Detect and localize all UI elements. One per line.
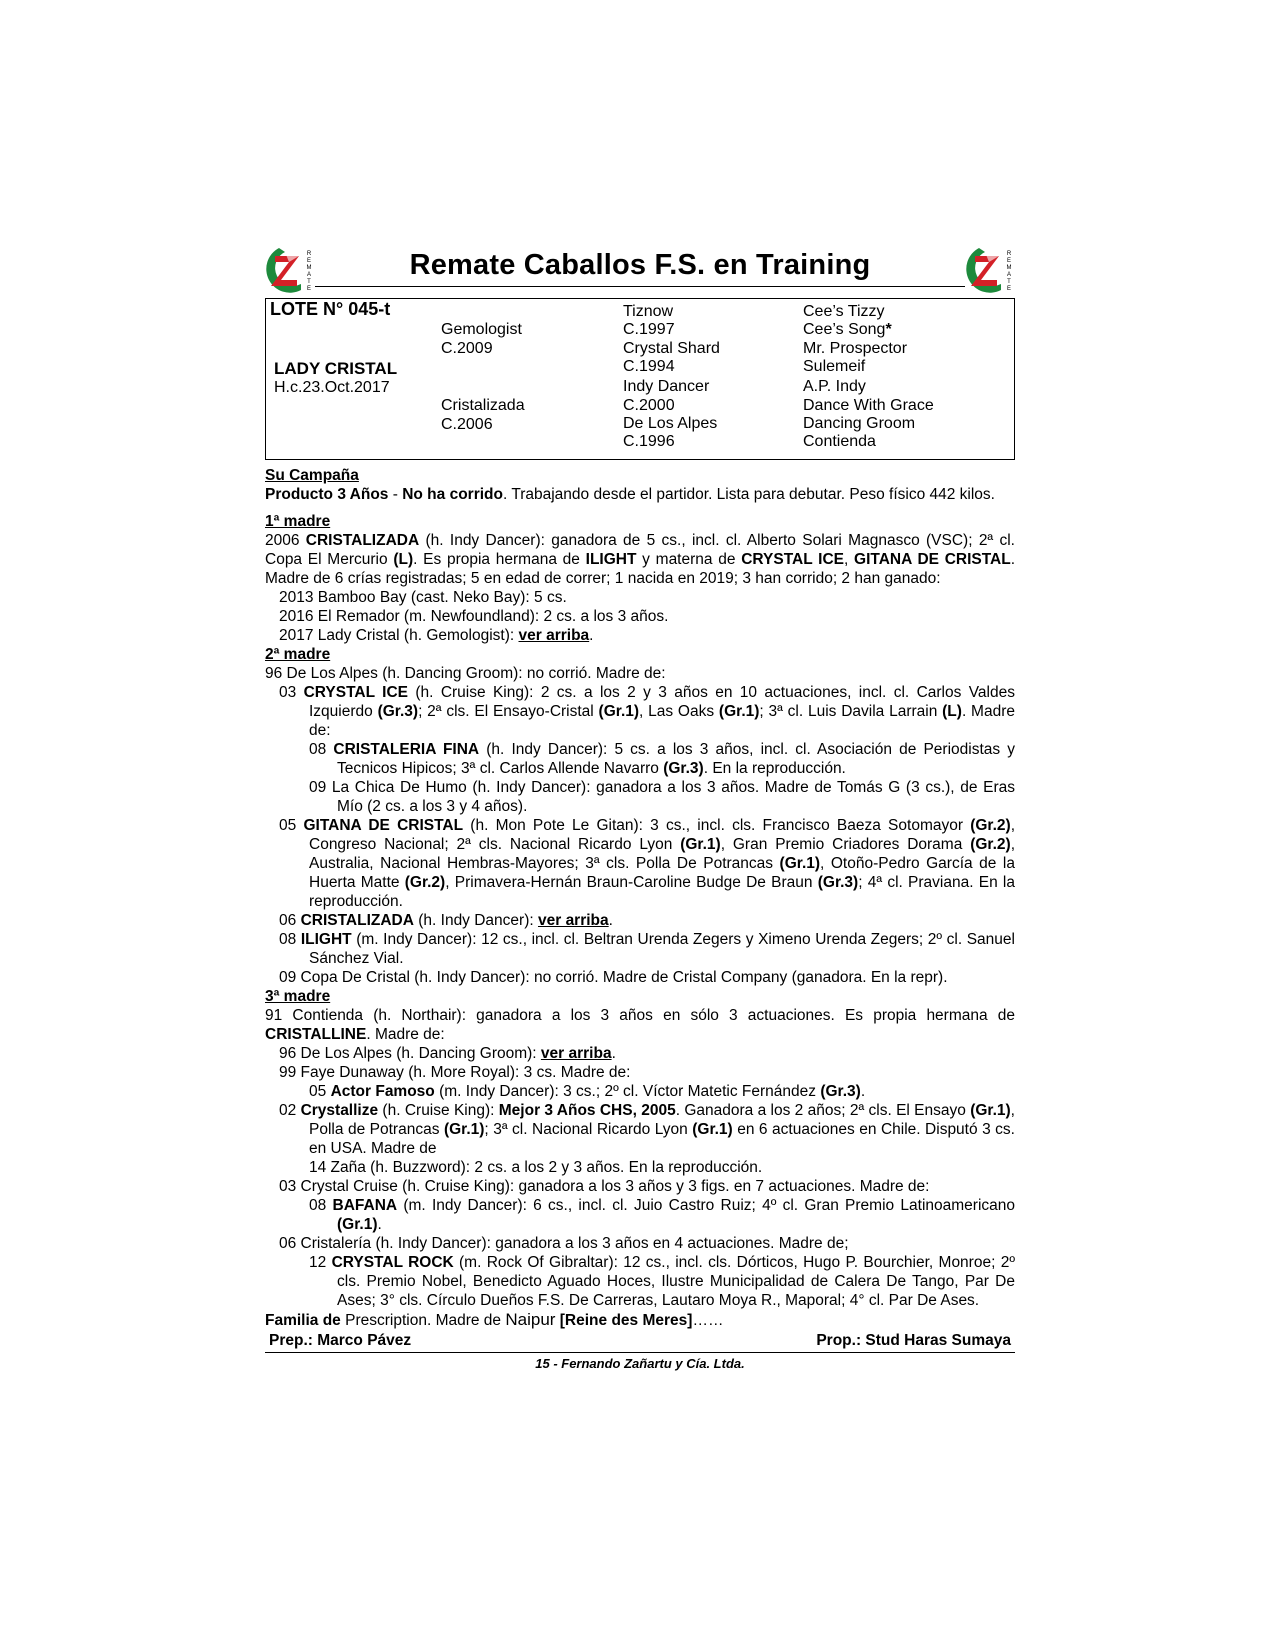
madre1-text: 2006 CRISTALIZADA (h. Indy Dancer): ganadora de 5 cs., incl. cl. Alberto Solari Magnasco (VSC); 2ª cl. Copa El Mercurio (L). Es propia hermana de ILIGHT y materna de CRYSTAL ICE, GITANA DE CRISTAL. Madre de 6 crías registradas; 5 en edad de correr; 1 nacida en 2019; 3 han corrido; 2 han ganado:	[265, 532, 1016, 587]
sire-sire: Tiznow	[623, 303, 674, 320]
sire: Gemologist	[441, 321, 522, 338]
list-item: 09 La Chica De Humo (h. Indy Dancer): ganadora a los 3 años. Madre de Tomás G (3 cs.), de Eras Mío (2 cs. a los 3 y 4 años).	[309, 779, 1015, 815]
list-item: 08 CRISTALERIA FINA (h. Indy Dancer): 5 cs. a los 3 años, incl. cl. Asociación de Periodistas y Tecnicos Hipicos; 3ª cl. Carlos Allende Navarro (Gr.3). En la reproducción.	[309, 741, 1016, 777]
page-footer: 15 - Fernando Zañartu y Cía. Ltda.	[535, 1356, 745, 1371]
dam-sire-year: C.2000	[623, 397, 675, 414]
madre2-intro: 96 De Los Alpes (h. Dancing Groom): no corrió. Madre de:	[265, 665, 666, 682]
list-item: 05 Actor Famoso (m. Indy Dancer): 3 cs.; 2º cl. Víctor Matetic Fernández (Gr.3).	[309, 1083, 866, 1100]
lot-number: LOTE N° 045-t	[270, 299, 391, 319]
page-title: Remate Caballos F.S. en Training	[409, 249, 871, 281]
svg-text:A: A	[306, 272, 312, 278]
campaign-text: Producto 3 Años - No ha corrido. Trabajando desde el partidor. Lista para debutar. Peso físico 442 kilos.	[265, 486, 995, 503]
footer-rule	[265, 1352, 1015, 1353]
list-item: 03 CRYSTAL ICE (h. Cruise King): 2 cs. a los 2 y 3 años en 10 actuaciones, incl. cl. Carlos Valdes Izquierdo (Gr.3); 2ª cls. El Ensayo-Cristal (Gr.1), Las Oaks (Gr.1); 3ª cl. Luis Davila Larrain (L). Madre de:	[279, 684, 1015, 739]
madre2-heading: 2ª madre	[265, 646, 331, 663]
grandparent-1: Cee’s Tizzy	[803, 303, 885, 320]
list-item: 08 ILIGHT (m. Indy Dancer): 12 cs., incl. cl. Beltran Urenda Zegers y Ximeno Urenda Zegers; 2º cl. Sanuel Sánchez Vial.	[279, 931, 1015, 967]
svg-text:T: T	[307, 279, 311, 285]
list-item: 03 Crystal Cruise (h. Cruise King): ganadora a los 3 años y 3 figs. en 7 actuaciones. Madre de:	[279, 1178, 930, 1195]
svg-text:M: M	[1006, 265, 1012, 271]
horse-name: LADY CRISTAL	[274, 359, 398, 378]
svg-text:E: E	[306, 258, 312, 264]
header	[265, 240, 1015, 294]
page	[265, 240, 1015, 1371]
list-item: 2016 El Remador (m. Newfoundland): 2 cs. a los 3 años.	[279, 608, 669, 625]
remates-logo-right	[965, 246, 1015, 293]
dam: Cristalizada	[441, 397, 525, 414]
madre3-intro: 91 Contienda (h. Northair): ganadora a los 3 años en sólo 3 actuaciones. Es propia hermana de CRISTALLINE. Madre de:	[265, 1007, 1015, 1043]
list-item: 08 BAFANA (m. Indy Dancer): 6 cs., incl. cl. Juio Castro Ruiz; 4º cl. Gran Premio Latinoamericano (Gr.1).	[309, 1197, 1015, 1233]
list-item: 14 Zaña (h. Buzzword): 2 cs. a los 2 y 3 años. En la reproducción.	[309, 1159, 763, 1176]
list-item: 06 Cristalería (h. Indy Dancer): ganadora a los 3 años en 4 actuaciones. Madre de;	[279, 1235, 849, 1252]
list-item: 12 CRYSTAL ROCK (m. Rock Of Gibraltar): 12 cs., incl. cls. Dórticos, Hugo P. Bourchier, Monroe; 2º cls. Premio Nobel, Benedicto Aguado Hoces, Ilustre Municipalidad de Calera De Tango, Par De Ases; 3° cls. Círculo Dueños F.S. De Carreras, Lautaro Moya R., Maporal; 4° cl. Par De Ases.	[309, 1254, 1015, 1309]
body-text	[265, 466, 1015, 1330]
dam-dam: De Los Alpes	[623, 415, 718, 432]
remates-logo-left	[265, 246, 315, 293]
list-item: 06 CRISTALIZADA (h. Indy Dancer): ver arriba.	[279, 912, 613, 929]
list-item: 96 De Los Alpes (h. Dancing Groom): ver arriba.	[279, 1045, 616, 1062]
sire-dam-year: C.1994	[623, 358, 675, 375]
list-item: 02 Crystallize (h. Cruise King): Mejor 3 Años CHS, 2005. Ganadora a los 2 años; 2ª cls. El Ensayo (Gr.1), Polla de Potrancas (Gr.1); 3ª cl. Nacional Ricardo Lyon (Gr.1) en 6 actuaciones en Chile. Disputó 3 cs. en USA. Madre de	[279, 1102, 1015, 1157]
svg-text:E: E	[1006, 258, 1012, 264]
list-item: 09 Copa De Cristal (h. Indy Dancer): no corrió. Madre de Cristal Company (ganadora. En la repr).	[279, 969, 948, 986]
svg-text:E: E	[306, 286, 312, 292]
grandparent-7: Dancing Groom	[803, 415, 916, 432]
dam-year: C.2006	[441, 416, 493, 433]
sire-dam: Crystal Shard	[623, 340, 720, 357]
grandparent-3: Mr. Prospector	[803, 340, 908, 357]
svg-text:A: A	[1006, 272, 1012, 278]
grandparent-2: Cee’s Song*	[803, 321, 892, 338]
pedigree-box	[265, 298, 1015, 460]
familia-line: Familia de Prescription. Madre de Naipur [Reine des Meres]……	[265, 1310, 724, 1329]
sire-year: C.2009	[441, 340, 493, 357]
svg-text:E: E	[1006, 286, 1012, 292]
footer-row	[265, 1332, 1015, 1350]
dam-dam-year: C.1996	[623, 433, 675, 450]
list-item: 2013 Bamboo Bay (cast. Neko Bay): 5 cs.	[279, 589, 567, 606]
svg-text:M: M	[306, 265, 312, 271]
owner: Prop.: Stud Haras Sumaya	[816, 1332, 1011, 1349]
madre3-heading: 3ª madre	[265, 988, 331, 1005]
svg-text:T: T	[1007, 279, 1011, 285]
list-item: 99 Faye Dunaway (h. More Royal): 3 cs. Madre de:	[279, 1064, 631, 1081]
madre1-heading: 1ª madre	[265, 513, 331, 530]
grandparent-4: Sulemeif	[803, 358, 866, 375]
grandparent-5: A.P. Indy	[803, 378, 866, 395]
list-item: 05 GITANA DE CRISTAL (h. Mon Pote Le Gitan): 3 cs., incl. cls. Francisco Baeza Sotomayor (Gr.2), Congreso Nacional; 2ª cls. Nacional Ricardo Lyon (Gr.1), Gran Premio Criadores Dorama (Gr.2), Australia, Nacional Hembras-Mayores; 3ª cls. Polla De Potrancas (Gr.1), Otoño-Pedro García de la Huerta Matte (Gr.2), Primavera-Hernán Braun-Caroline Budge De Braun (Gr.3); 4ª cl. Praviana. En la reproducción.	[279, 817, 1016, 910]
dam-sire: Indy Dancer	[623, 378, 710, 395]
sire-sire-year: C.1997	[623, 321, 675, 338]
svg-text:R: R	[1006, 251, 1012, 257]
title-rule	[315, 286, 965, 287]
campaign-heading: Su Campaña	[265, 467, 359, 484]
grandparent-6: Dance With Grace	[803, 397, 934, 414]
list-item: 2017 Lady Cristal (h. Gemologist): ver arriba.	[279, 627, 594, 644]
preparer: Prep.: Marco Pávez	[269, 1332, 412, 1349]
grandparent-8: Contienda	[803, 433, 876, 450]
svg-text:R: R	[306, 251, 312, 257]
horse-info: H.c.23.Oct.2017	[274, 379, 390, 396]
